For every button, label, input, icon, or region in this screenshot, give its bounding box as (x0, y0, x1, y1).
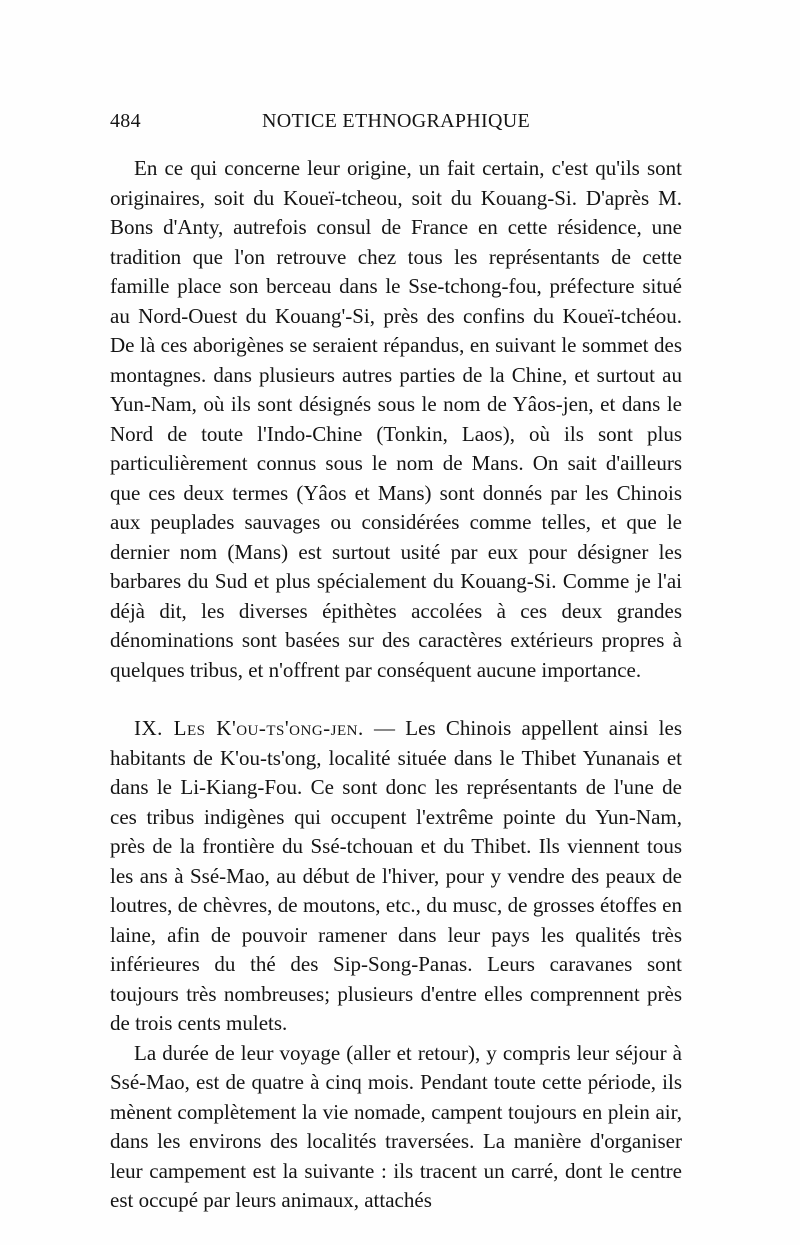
header-title: NOTICE ETHNOGRAPHIQUE (262, 110, 530, 132)
book-page (110, 110, 682, 1216)
section-heading: IX. Les K'ou-ts'ong-jen. (134, 716, 364, 740)
section-text: Les Chinois appellent ainsi les habitants de K'ou-ts'ong, localité située dans le Thibet Yunanais et dans le Li-Kiang-Fou. Ce sont donc les représentants de l'une de ces tribus indigènes qui occupent l'extrême pointe du Yun-Nam, près de la frontière du Ssé-tchouan et du Thibet. Ils viennent tous les ans à Ssé-Mao, au début de l'hiver, pour y vendre des peaux de loutres, de chèvres, de moutons, etc., du musc, de grosses étoffes en laine, afin de pouvoir ramener dans leur pays les qualités très inférieures du thé des Sip-Song-Panas. Leurs caravanes sont toujours très nombreuses; plusieurs d'entre elles comprennent près de trois cents mulets. (110, 716, 682, 1035)
section-ix-paragraph (110, 714, 682, 1039)
running-header (110, 110, 682, 140)
paragraph-voyage: La durée de leur voyage (aller et retour), y compris leur séjour à Ssé-Mao, est de quatre à cinq mois. Pendant toute cette période, ils mènent complètement la vie nomade, campent toujours en plein air, dans les environs des localités traversées. La manière d'organiser leur campement est la suivante : ils tracent un carré, dont le centre est occupé par leurs animaux, attachés (110, 1040, 682, 1212)
paragraph-origin: En ce qui concerne leur origine, un fait certain, c'est qu'ils sont originaires, soit du Koueï-tcheou, soit du Kouang-Si. D'après M. Bons d'Anty, autrefois consul de France en cette résidence, une tradition que l'on retrouve chez tous les représentants de cette famille place son berceau dans le Sse-tchong-fou, préfecture situé au Nord-Ouest du Kouang'-Si, près des confins du Koueï-tchéou. De là ces aborigènes se seraient répandus, en suivant le sommet des montagnes. dans plusieurs autres parties de la Chine, et surtout au Yun-Nam, où ils sont désignés sous le nom de Yâos-jen, et dans le Nord de toute l'Indo-Chine (Tonkin, Laos), où ils sont plus particulièrement connus sous le nom de Mans. On sait d'ailleurs que ces deux termes (Yâos et Mans) sont donnés par les Chinois aux peuplades sauvages ou considérées comme telles, et que le dernier nom (Mans) est surtout usité par eux pour désigner les barbares du Sud et plus spécialement du Kouang-Si. Comme je l'ai déjà dit, les diverses épithètes accolées à ces deux grandes dénominations sont basées sur des caractères extérieurs propres à quelques tribus, et n'offrent par conséquent aucune importance. (110, 156, 682, 682)
page-number: 484 (110, 110, 141, 132)
section-dash: — (363, 716, 406, 740)
body-text (110, 154, 682, 1216)
